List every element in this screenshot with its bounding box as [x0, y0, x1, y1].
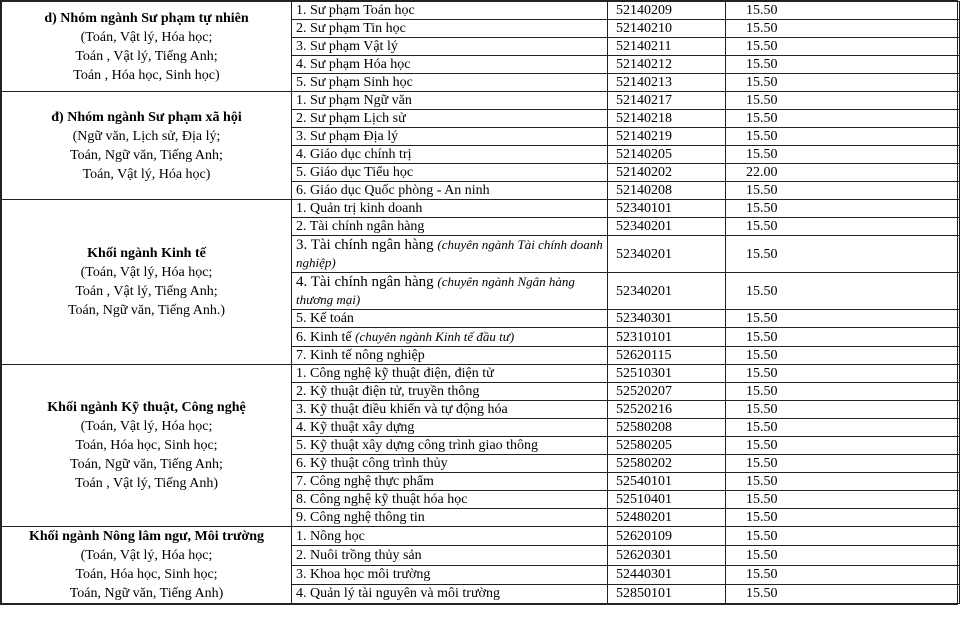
major-code: 52520207 [608, 383, 726, 401]
benchmark-score: 15.50 [726, 2, 960, 20]
major-name-cell [292, 401, 608, 419]
benchmark-score: 15.50 [726, 455, 960, 473]
major-code: 52310101 [608, 328, 726, 347]
major-code: 52140205 [608, 146, 726, 164]
major-name-cell [292, 218, 608, 236]
major-name: 3. Sư phạm Địa lý [296, 129, 399, 144]
group-title: d) Nhóm ngành Sư phạm tự nhiên [44, 10, 249, 26]
major-code: 52510401 [608, 491, 726, 509]
benchmark-score: 15.50 [726, 347, 960, 365]
major-code: 52140219 [608, 128, 726, 146]
major-code: 52140210 [608, 20, 726, 38]
major-code: 52580208 [608, 419, 726, 437]
group-subjects-line: Toán , Vật lý, Tiếng Anh; [75, 48, 218, 64]
major-name-cell [292, 110, 608, 128]
table-row [2, 2, 960, 20]
major-name: 2. Kỹ thuật điện tử, truyền thông [296, 384, 480, 399]
benchmark-score: 15.50 [726, 473, 960, 491]
group-subjects-line: (Toán, Vật lý, Hóa học; [80, 29, 213, 45]
benchmark-score: 15.50 [726, 310, 960, 328]
major-name: 1. Sư phạm Toán học [296, 3, 415, 18]
major-name-cell [292, 383, 608, 401]
major-code: 52510301 [608, 365, 726, 383]
major-name: 7. Kinh tế nông nghiệp [296, 348, 425, 363]
major-code: 52440301 [608, 565, 726, 584]
major-name-cell [292, 20, 608, 38]
benchmark-score: 15.50 [726, 38, 960, 56]
group-title: Khối ngành Kỹ thuật, Công nghệ [47, 400, 246, 415]
major-name-cell [292, 164, 608, 182]
group-subjects-line: Toán, Vật lý, Hóa học) [82, 166, 211, 182]
major-table [1, 1, 960, 604]
major-code: 52140209 [608, 2, 726, 20]
major-name-cell [292, 419, 608, 437]
major-name: 3. Tài chính ngân hàng [296, 237, 438, 253]
benchmark-score: 15.50 [726, 419, 960, 437]
major-name: 6. Giáo dục Quốc phòng - An ninh [296, 183, 490, 198]
major-name: 9. Công nghệ thông tin [296, 510, 425, 525]
major-note: (chuyên ngành Kinh tế đầu tư) [355, 329, 515, 344]
major-code: 52580205 [608, 437, 726, 455]
benchmark-score: 15.50 [726, 491, 960, 509]
major-name: 2. Sư phạm Lịch sử [296, 111, 406, 126]
table-row [2, 200, 960, 218]
major-name: 1. Sư phạm Ngữ văn [296, 93, 412, 108]
major-name-cell [292, 473, 608, 491]
major-name-cell [292, 128, 608, 146]
major-code: 52340301 [608, 310, 726, 328]
major-name: 1. Nông học [296, 528, 365, 544]
group-cell [2, 365, 292, 527]
major-code: 52140211 [608, 38, 726, 56]
major-name: 1. Công nghệ kỹ thuật điện, điện tử [296, 366, 494, 381]
group-subjects-line: Toán , Vật lý, Tiếng Anh; [75, 284, 218, 299]
benchmark-score: 15.50 [726, 74, 960, 92]
major-code: 52620115 [608, 347, 726, 365]
table-row [2, 92, 960, 110]
major-name: 1. Quản trị kinh doanh [296, 201, 423, 216]
major-name-cell [292, 509, 608, 527]
major-name: 5. Kế toán [296, 311, 354, 326]
group-cell [2, 92, 292, 200]
major-code: 52340201 [608, 236, 726, 273]
table-body [2, 2, 960, 604]
group-subjects-line: Toán, Ngữ văn, Tiếng Anh) [69, 586, 224, 601]
table-row [2, 527, 960, 546]
major-name-cell [292, 74, 608, 92]
benchmark-score: 15.50 [726, 328, 960, 347]
major-name: 5. Kỹ thuật xây dựng công trình giao thông [296, 438, 539, 453]
major-code: 52340101 [608, 200, 726, 218]
major-code: 52140218 [608, 110, 726, 128]
benchmark-score: 15.50 [726, 236, 960, 273]
group-cell [2, 2, 292, 92]
benchmark-score: 15.50 [726, 200, 960, 218]
major-name-cell [292, 200, 608, 218]
major-code: 52480201 [608, 509, 726, 527]
major-name: 8. Công nghệ kỹ thuật hóa học [296, 492, 468, 507]
benchmark-score: 15.50 [726, 546, 960, 565]
major-code: 52140212 [608, 56, 726, 74]
major-name: 4. Quản lý tài nguyên và môi trường [296, 586, 500, 602]
major-name-cell [292, 365, 608, 383]
major-name: 6. Kỹ thuật công trình thủy [296, 456, 448, 471]
major-code: 52340201 [608, 273, 726, 310]
benchmark-score: 15.50 [726, 182, 960, 200]
major-name: 2. Sư phạm Tin học [296, 21, 406, 36]
benchmark-score: 15.50 [726, 437, 960, 455]
group-subjects-line: Toán, Ngữ văn, Tiếng Anh; [70, 147, 223, 163]
major-code: 52140213 [608, 74, 726, 92]
major-name: 3. Kỹ thuật điều khiển và tự động hóa [296, 402, 508, 417]
major-name-cell [292, 2, 608, 20]
group-subjects-line: Toán , Vật lý, Tiếng Anh) [74, 476, 219, 491]
major-name-cell [292, 565, 608, 584]
major-name-cell [292, 56, 608, 74]
major-name-cell [292, 437, 608, 455]
major-code: 52540101 [608, 473, 726, 491]
major-name-cell [292, 182, 608, 200]
benchmark-score: 15.50 [726, 383, 960, 401]
major-name-cell [292, 310, 608, 328]
major-name-cell [292, 491, 608, 509]
benchmark-score: 15.50 [726, 509, 960, 527]
major-code: 52520216 [608, 401, 726, 419]
major-name: 2. Tài chính ngân hàng [296, 219, 425, 234]
benchmark-score: 15.50 [726, 401, 960, 419]
group-title: Khối ngành Kinh tế [87, 246, 206, 261]
major-name: 4. Tài chính ngân hàng [296, 274, 438, 290]
major-name: 4. Sư phạm Hóa học [296, 57, 411, 72]
major-note: (chuyên ngành Tài chính doanh nghiệp) [296, 237, 603, 270]
benchmark-score: 15.50 [726, 56, 960, 74]
major-name: 4. Giáo dục chính trị [296, 147, 412, 162]
major-name-cell [292, 347, 608, 365]
benchmark-score: 15.50 [726, 527, 960, 546]
major-name-cell [292, 236, 608, 273]
benchmark-score: 15.50 [726, 128, 960, 146]
benchmark-score: 15.50 [726, 218, 960, 236]
major-name-cell [292, 527, 608, 546]
benchmark-score: 15.50 [726, 584, 960, 603]
major-name: 5. Sư phạm Sinh học [296, 75, 413, 90]
group-subjects-line: (Ngữ văn, Lịch sử, Địa lý; [72, 128, 221, 144]
major-name: 5. Giáo dục Tiểu học [296, 165, 414, 180]
benchmark-score: 15.50 [726, 92, 960, 110]
major-name-cell [292, 38, 608, 56]
major-name: 3. Sư phạm Vật lý [296, 39, 398, 54]
group-title: đ) Nhóm ngành Sư phạm xã hội [51, 109, 242, 125]
major-code: 52140217 [608, 92, 726, 110]
group-subjects-line: Toán , Hóa học, Sinh học) [73, 67, 220, 83]
major-code: 52850101 [608, 584, 726, 603]
major-name: 2. Nuôi trồng thủy sản [296, 547, 422, 563]
group-subjects-line: Toán, Hóa học, Sinh học; [75, 438, 218, 453]
table-row [2, 365, 960, 383]
benchmark-score: 15.50 [726, 146, 960, 164]
benchmark-score: 15.50 [726, 273, 960, 310]
group-cell [2, 527, 292, 604]
group-subjects-line: (Toán, Vật lý, Hóa học; [80, 265, 213, 280]
major-note: (chuyên ngành Ngân hàng thương mại) [296, 274, 575, 307]
major-code: 52140202 [608, 164, 726, 182]
major-name-cell [292, 546, 608, 565]
benchmark-score: 15.50 [726, 20, 960, 38]
major-code: 52140208 [608, 182, 726, 200]
major-name: 6. Kinh tế [296, 330, 356, 345]
major-name: 4. Kỹ thuật xây dựng [296, 420, 415, 435]
benchmark-score: 15.50 [726, 110, 960, 128]
group-cell [2, 200, 292, 365]
major-name-cell [292, 455, 608, 473]
group-subjects-line: Toán, Ngữ văn, Tiếng Anh.) [67, 303, 226, 318]
major-code: 52580202 [608, 455, 726, 473]
group-subjects-line: Toán, Ngữ văn, Tiếng Anh; [70, 457, 223, 472]
group-subjects-line: Toán, Hóa học, Sinh học; [75, 567, 218, 582]
major-code: 52620109 [608, 527, 726, 546]
major-name: 7. Công nghệ thực phẩm [296, 474, 434, 489]
major-name-cell [292, 328, 608, 347]
benchmark-score: 15.50 [726, 565, 960, 584]
major-name-cell [292, 92, 608, 110]
major-name-cell [292, 146, 608, 164]
major-name-cell [292, 273, 608, 310]
major-name: 3. Khoa học môi trường [296, 567, 431, 583]
major-code: 52620301 [608, 546, 726, 565]
group-title: Khối ngành Nông lâm ngư, Môi trường [29, 529, 264, 544]
major-code: 52340201 [608, 218, 726, 236]
benchmark-score: 22.00 [726, 164, 960, 182]
benchmark-score: 15.50 [726, 365, 960, 383]
major-name-cell [292, 584, 608, 603]
group-subjects-line: (Toán, Vật lý, Hóa học; [80, 419, 213, 434]
group-subjects-line: (Toán, Vật lý, Hóa học; [80, 548, 213, 563]
